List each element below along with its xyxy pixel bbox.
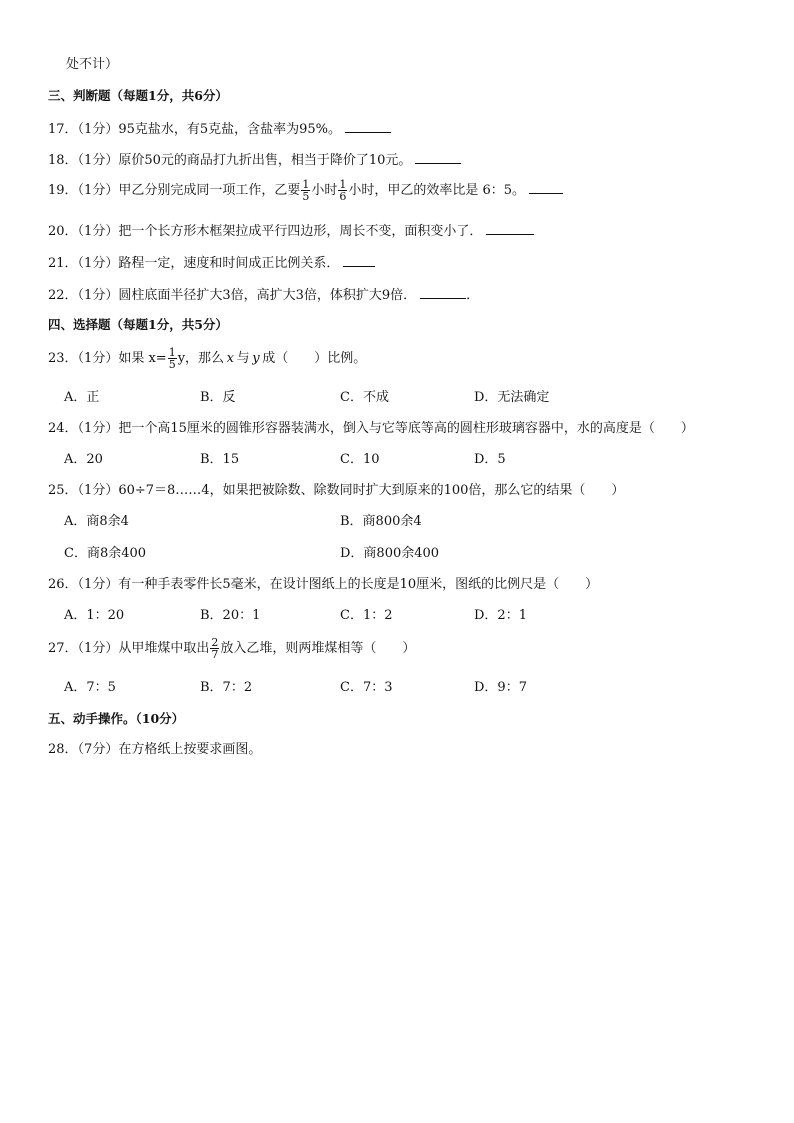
question-text: 把一个长方形木框架拉成平行四边形，周长不变，面积变小了． [118, 224, 483, 239]
question-number: 20． [48, 224, 78, 239]
question-text: 95克盐水，有5克盐，含盐率为95%。 [118, 122, 342, 137]
question-number: 26． [48, 577, 78, 592]
question-text: 与 [236, 351, 250, 366]
option-a[interactable]: A．20 [64, 452, 103, 467]
question-19 [48, 178, 563, 204]
option-b[interactable]: B．反 [200, 390, 236, 405]
option-d[interactable]: D．商800余400 [340, 546, 440, 561]
question-26 [48, 577, 598, 593]
question-score: （1分） [77, 351, 119, 366]
question-score: （1分） [77, 483, 119, 498]
question-number: 17． [48, 122, 78, 137]
question-score: （1分） [77, 256, 119, 271]
question-number: 21． [48, 256, 78, 271]
question-27 [48, 636, 415, 662]
option-a[interactable]: A．商8余4 [64, 514, 129, 529]
question-text: 原价50元的商品打九折出售，相当于降价了10元。 [118, 153, 412, 168]
question-text: 甲乙分别完成同一项工作，乙要 [118, 183, 301, 198]
question-text: 圆柱底面半径扩大3倍，高扩大3倍，体积扩大9倍． [118, 288, 417, 303]
question-25 [48, 483, 624, 499]
answer-blank[interactable] [345, 120, 391, 133]
question-score: （1分） [77, 224, 119, 239]
question-24 [48, 421, 694, 437]
question-number: 24． [48, 421, 78, 436]
option-c[interactable]: C．商8余400 [64, 546, 147, 561]
question-text: 小时，甲乙的效率比是 6：5。 [348, 183, 526, 198]
section-title-hands-on: 五、动手操作。（10分） [48, 711, 185, 726]
question-score: （1分） [77, 641, 119, 656]
question-tail: ． [466, 288, 480, 303]
option-c[interactable]: C．不成 [340, 390, 389, 405]
answer-blank[interactable] [420, 286, 466, 299]
question-text: 从甲堆煤中取出 [118, 641, 210, 656]
answer-blank[interactable] [415, 151, 461, 164]
question-18 [48, 151, 461, 169]
question-text: 小时 [311, 183, 338, 198]
question-number: 18． [48, 153, 78, 168]
variable-y: y [252, 351, 260, 366]
question-text: y，那么 [177, 351, 225, 366]
question-number: 23． [48, 351, 78, 366]
question-17 [48, 120, 391, 138]
answer-blank[interactable] [529, 181, 563, 194]
option-b[interactable]: B．7：2 [200, 680, 253, 695]
section-title-judgement: 三、判断题（每题1分，共6分） [48, 88, 228, 103]
option-b[interactable]: B．15 [200, 452, 240, 467]
option-c[interactable]: C．10 [340, 452, 380, 467]
question-number: 27． [48, 641, 78, 656]
question-28 [48, 742, 261, 758]
question-number: 25． [48, 483, 78, 498]
question-text: 成（ ）比例。 [262, 351, 367, 366]
question-text: 如果 x= [118, 351, 167, 366]
section-title-choice: 四、选择题（每题1分，共5分） [48, 317, 228, 332]
fraction-one-fifth: $\frac{1}{5}$ [302, 178, 310, 203]
fraction-two-sevenths: $\frac{2}{7}$ [211, 636, 219, 661]
question-text: 60÷7＝8……4，如果把被除数、除数同时扩大到原来的100倍，那么它的结果（ ） [118, 483, 625, 498]
option-d[interactable]: D．无法确定 [474, 390, 550, 405]
option-a[interactable]: A．1：20 [64, 608, 125, 623]
answer-blank[interactable] [486, 222, 534, 235]
option-b[interactable]: B．20：1 [200, 608, 261, 623]
question-23 [48, 346, 366, 372]
question-number: 19． [48, 183, 78, 198]
question-text: 有一种手表零件长5毫米，在设计图纸上的长度是10厘米，图纸的比例尺是（ ） [118, 577, 599, 592]
option-d[interactable]: D．2：1 [474, 608, 527, 623]
question-score: （1分） [77, 183, 119, 198]
fraction-one-fifth: $\frac{1}{5}$ [168, 346, 176, 371]
question-score: （1分） [77, 577, 119, 592]
question-score: （1分） [77, 288, 119, 303]
question-20 [48, 222, 534, 240]
option-b[interactable]: B．商800余4 [340, 514, 422, 529]
question-number: 28． [48, 742, 78, 757]
question-number: 22． [48, 288, 78, 303]
option-c[interactable]: C．7：3 [340, 680, 393, 695]
question-score: （7分） [77, 742, 119, 757]
question-text: 把一个高15厘米的圆锥形容器装满水，倒入与它等底等高的圆柱形玻璃容器中，水的高度是（ ） [118, 421, 694, 436]
question-21 [48, 254, 375, 272]
question-text: 路程一定，速度和时间成正比例关系． [118, 256, 340, 271]
answer-blank[interactable] [343, 254, 375, 267]
fraction-one-sixth: $\frac{1}{6}$ [339, 178, 347, 203]
question-score: （1分） [77, 153, 119, 168]
option-c[interactable]: C．1：2 [340, 608, 393, 623]
question-score: （1分） [77, 421, 119, 436]
option-a[interactable]: A．正 [64, 390, 100, 405]
question-22 [48, 286, 479, 304]
continuation-text: 处不计） [66, 57, 119, 72]
question-text: 放入乙堆，则两堆煤相等（ ） [220, 641, 416, 656]
option-a[interactable]: A．7：5 [64, 680, 116, 695]
question-text: 在方格纸上按要求画图。 [118, 742, 262, 757]
question-score: （1分） [77, 122, 119, 137]
option-d[interactable]: D．9：7 [474, 680, 527, 695]
option-d[interactable]: D．5 [474, 452, 506, 467]
variable-x: x [226, 351, 234, 366]
